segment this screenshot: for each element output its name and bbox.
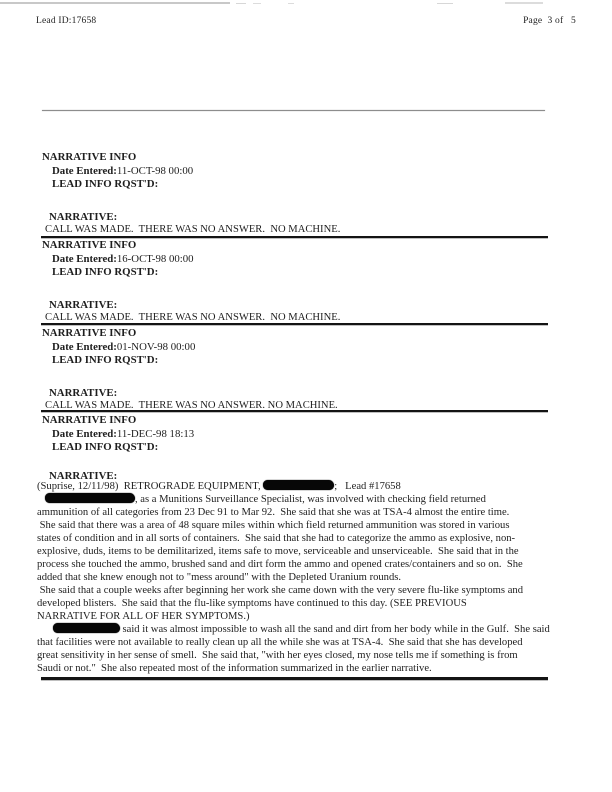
lead-id-label: Lead ID:17658 xyxy=(36,16,97,26)
narrative-text: CALL WAS MADE. THERE WAS NO ANSWER. NO MACHINE. xyxy=(45,224,341,235)
lead-info-rqstd-label: LEAD INFO RQST'D: xyxy=(52,354,159,366)
date-entered-value: 11-DEC-98 18:13 xyxy=(116,428,195,440)
narrative-label: NARRATIVE: xyxy=(49,470,118,482)
date-entered-label: Date Entered: xyxy=(52,428,117,440)
narrative-line: developed blisters. She said that the flu-like symptoms have continued to this day. (SEE PREVIOUS xyxy=(37,598,467,609)
narrative-label: NARRATIVE: xyxy=(49,211,118,223)
narrative-line: She said that there was a area of 48 square miles within which field returned ammunition was stored in various xyxy=(37,520,510,531)
date-entered-label: Date Entered: xyxy=(52,165,117,177)
lead-info-rqstd-label: LEAD INFO RQST'D: xyxy=(52,178,159,190)
narrative-text: CALL WAS MADE. THERE WAS NO ANSWER. NO MACHINE. xyxy=(45,312,341,323)
scan-artifact xyxy=(505,2,543,4)
section-title: NARRATIVE INFO xyxy=(42,239,137,251)
date-entered-row xyxy=(52,428,194,440)
narrative-line: (Suprise, 12/11/98) RETROGRADE EQUIPMENT, ; Lead #17658 xyxy=(37,481,401,492)
date-entered-value: 16-OCT-98 00:00 xyxy=(116,253,194,265)
redaction-bar xyxy=(263,480,334,490)
scan-artifact xyxy=(253,3,261,4)
narrative-line: added that she knew enough not to "mess around" with the Depleted Uranium rounds. xyxy=(37,572,402,583)
lead-info-rqstd-label: LEAD INFO RQST'D: xyxy=(52,266,159,278)
narrative-line: process she touched the ammo, brushed sand and dirt form the ammo and opened crates/containers and so on. She xyxy=(37,559,523,570)
narrative-line: that facilities were not available to really clean up all the while she was at TSA-4. She said that she has developed xyxy=(37,637,523,648)
section-title: NARRATIVE INFO xyxy=(42,327,137,339)
date-entered-row xyxy=(52,165,193,177)
narrative-line: Saudi or not." She also repeated most of the information summarized in the earlier narrative. xyxy=(37,663,432,674)
scan-artifact xyxy=(236,3,246,4)
date-entered-value: 01-NOV-98 00:00 xyxy=(116,341,196,353)
narrative-text: CALL WAS MADE. THERE WAS NO ANSWER. NO MACHINE. xyxy=(45,400,338,411)
narrative-label: NARRATIVE: xyxy=(49,387,118,399)
section-title: NARRATIVE INFO xyxy=(42,414,137,426)
section-title: NARRATIVE INFO xyxy=(42,151,137,163)
redaction-bar xyxy=(53,623,120,633)
narrative-line: explosive, duds, items to be demilitarized, items safe to move, serviceable and unserviceable. She said that in the xyxy=(37,546,519,557)
section-divider xyxy=(41,236,548,238)
lead-info-rqstd-label: LEAD INFO RQST'D: xyxy=(52,441,159,453)
narrative-section-1 xyxy=(0,151,612,236)
narrative-line: NARRATIVE FOR ALL OF HER SYMPTOMS.) xyxy=(37,611,250,622)
bottom-divider xyxy=(41,677,548,680)
scan-artifact xyxy=(437,3,453,4)
page-indicator: Page 3 of 5 xyxy=(523,16,576,26)
narrative-body xyxy=(37,480,597,675)
narrative-line: states of condition and in all sorts of containers. She said that she had to categorize the ammo as explosive, non- xyxy=(37,533,516,544)
date-entered-row xyxy=(52,341,195,353)
scan-artifact xyxy=(288,3,294,4)
narrative-section-3 xyxy=(0,327,612,412)
narrative-line: She said that a couple weeks after beginning her work she came down with the very severe flu-like symptoms and xyxy=(37,585,523,596)
narrative-line: said it was almost impossible to wash all the sand and dirt from her body while in the Gulf. She said xyxy=(37,623,597,636)
narrative-line: ammunition of all categories from 23 Dec 91 to Mar 92. She said that she was at TSA-4 almost the entire time. xyxy=(37,507,510,518)
date-entered-label: Date Entered: xyxy=(52,253,117,265)
header-rule xyxy=(42,110,545,111)
narrative-line: , as a Munitions Surveillance Specialist, was involved with checking field returned xyxy=(37,493,597,506)
date-entered-label: Date Entered: xyxy=(52,341,117,353)
date-entered-row xyxy=(52,253,194,265)
narrative-section-2 xyxy=(0,239,612,324)
date-entered-value: 11-OCT-98 00:00 xyxy=(116,165,194,177)
redaction-bar xyxy=(45,493,135,503)
narrative-label: NARRATIVE: xyxy=(49,299,118,311)
scan-artifact xyxy=(0,2,230,4)
narrative-line: great sensitivity in her sense of smell. She said that, "with her eyes closed, my nose tells me if something is from xyxy=(37,650,518,661)
